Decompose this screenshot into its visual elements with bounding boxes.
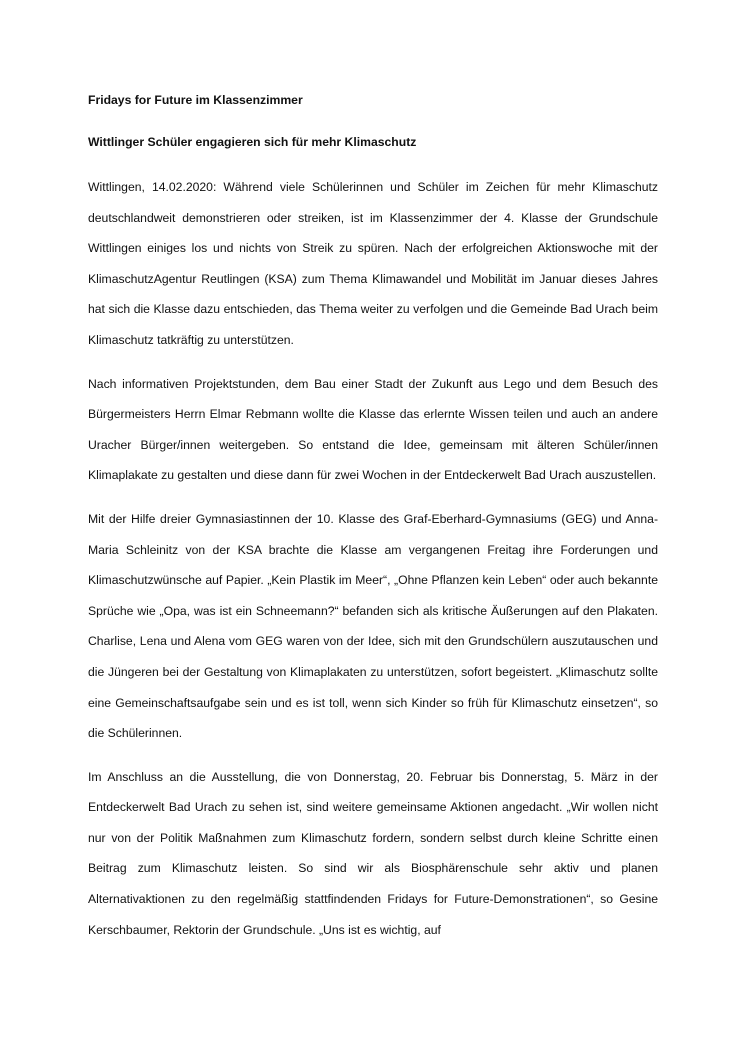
- document-subtitle: Wittlinger Schüler engagieren sich für mehr Klimaschutz: [88, 135, 417, 149]
- paragraph-3: Mit der Hilfe dreier Gymnasiastinnen der 10. Klasse des Graf-Eberhard-Gymnasiums (GEG) und Anna-Maria Schleinitz von der KSA brachte die Klasse am vergangenen Freitag ihre Forderungen und Klimaschutzwünsche auf Papier. „Kein Plastik im Meer“, „Ohne Pflanzen kein Leben“ oder auch bekannte Sprüche wie „Opa, was ist ein Schneemann?“ befanden sich als kritische Äußerungen auf den Plakaten. Charlise, Lena und Alena vom GEG waren von der Idee, sich mit den Grundschülern auszutauschen und die Jüngeren bei der Gestaltung von Klimaplakaten zu unterstützen, sofort begeistert. „Klimaschutz sollte eine Gemeinschaftsaufgabe sein und es ist toll, wenn sich Kinder so früh für Klimaschutz einsetzen“, so die Schülerinnen.: [88, 511, 658, 741]
- paragraph-1: Wittlingen, 14.02.2020: Während viele Schülerinnen und Schüler im Zeichen für mehr Klimaschutz deutschlandweit demonstrieren oder streiken, ist im Klassenzimmer der 4. Klasse der Grundschule Wittlingen einiges los und nichts von Streik zu spüren. Nach der erfolgreichen Aktionswoche mit der KlimaschutzAgentur Reutlingen (KSA) zum Thema Klimawandel und Mobilität im Januar dieses Jahres hat sich die Klasse dazu entschieden, das Thema weiter zu verfolgen und die Gemeinde Bad Urach beim Klimaschutz tatkräftig zu unterstützen.: [88, 180, 658, 347]
- document-body: [88, 88, 658, 958]
- paragraph-4: Im Anschluss an die Ausstellung, die von Donnerstag, 20. Februar bis Donnerstag, 5. März in der Entdeckerwelt Bad Urach zu sehen ist, sind weitere gemeinsame Aktionen angedacht. „Wir wollen nicht nur von der Politik Maßnahmen zum Klimaschutz fordern, sondern selbst durch kleine Schritte einen Beitrag zum Klimaschutz leisten. So sind wir als Biosphärenschule sehr aktiv und planen Alternativaktionen zu den regelmäßig stattfindenden Fridays for Future-Demonstrationen“, so Gesine Kerschbaumer, Rektorin der Grundschule. „Uns ist es wichtig, auf: [88, 769, 658, 937]
- document-title: Fridays for Future im Klassenzimmer: [88, 93, 303, 107]
- paragraph-2: Nach informativen Projektstunden, dem Bau einer Stadt der Zukunft aus Lego und dem Besuch des Bürgermeisters Herrn Elmar Rebmann wollte die Klasse das erlernte Wissen teilen und auch an andere Uracher Bürger/innen weitergeben. So entstand die Idee, gemeinsam mit älteren Schüler/innen Klimaplakate zu gestalten und diese dann für zwei Wochen in der Entdeckerwelt Bad Urach auszustellen.: [88, 376, 658, 483]
